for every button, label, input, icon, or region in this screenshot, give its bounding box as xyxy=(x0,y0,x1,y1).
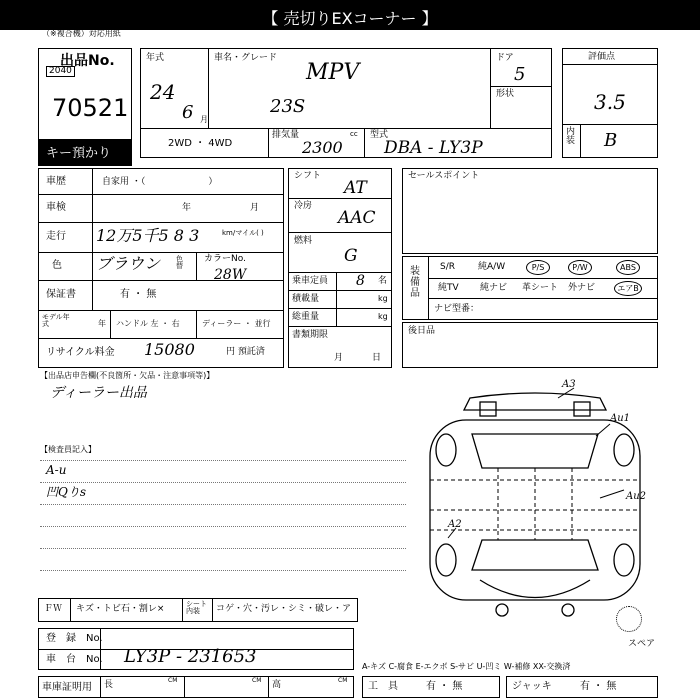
floor-label: ＦＷ xyxy=(44,604,63,614)
recycle-unit: 円 預託済 xyxy=(226,347,265,357)
equipment-label: 装備品 xyxy=(410,266,420,299)
shift-label: シフト xyxy=(294,171,322,181)
docs-label: 書類期限 xyxy=(292,330,329,340)
mark-a3: A3 xyxy=(562,379,576,390)
inspector-line1: A-u xyxy=(46,463,67,477)
tool-label: 工 具 xyxy=(368,681,398,692)
cert-cm1: CM xyxy=(168,677,178,684)
mark-au1: Au1 xyxy=(610,413,631,424)
shape-label: 形状 xyxy=(496,89,515,99)
month-value: 6 xyxy=(182,102,194,123)
model-year-unit: 年 xyxy=(98,319,106,328)
equip-navi: 純ナビ xyxy=(480,283,508,293)
notes-box xyxy=(402,322,658,368)
notes-label: 後日品 xyxy=(408,326,436,336)
load-unit: kg xyxy=(378,294,388,303)
lot-stamp: 2040 xyxy=(46,66,75,77)
score-label: 評価点 xyxy=(588,52,616,62)
spare-label: スペア xyxy=(628,639,656,649)
capacity-value: 8 xyxy=(356,273,365,289)
mileage-label: 走行 xyxy=(46,231,66,242)
capacity-label: 乗車定員 xyxy=(292,276,329,286)
floor-text2: コゲ・穴・汚レ・シミ・破レ・ア xyxy=(216,604,352,614)
mileage-value: 12万5千5 8 3 xyxy=(96,226,200,245)
floor-text: キズ・トビ石・割レ× xyxy=(76,604,165,614)
top-note: （※複合機）対応用紙 xyxy=(42,29,121,38)
garage-cert-label: 車庫証明用 xyxy=(42,682,92,693)
declaration-label: 【出品店申告欄(不良箇所・欠品・注意事項等)】 xyxy=(40,371,215,380)
damage-legend: A-キズ C-腐食 E-エクボ S-サビ U-凹ミ W-補修 XX-交換済 xyxy=(362,662,571,671)
capacity-unit: 名 xyxy=(378,276,388,286)
weight-label: 総重量 xyxy=(292,312,320,322)
handle-label: ハンドル 左 ・ 右 xyxy=(116,319,180,328)
cert-length: 長 xyxy=(104,680,114,690)
equip-sr: S/R xyxy=(440,262,455,272)
spare-circle xyxy=(616,606,642,632)
cert-cm3: CM xyxy=(338,677,348,684)
recycle-value: 15080 xyxy=(144,340,195,359)
navi-model-label: ナビ型番： xyxy=(434,304,480,314)
shaken-year: 年 xyxy=(182,203,192,213)
dealer-label: ディーラー ・ 並行 xyxy=(202,319,271,328)
disp-label: 排気量 xyxy=(272,130,300,140)
mark-au2: Au2 xyxy=(626,491,647,502)
car-name: MPV xyxy=(306,60,360,85)
color-value: ブラウン xyxy=(96,254,161,273)
mark-a2: A2 xyxy=(448,519,462,530)
declaration-text: ディーラー出品 xyxy=(50,385,147,401)
warranty-label: 保証書 xyxy=(46,289,76,300)
jack-label: ジャッキ xyxy=(512,681,552,692)
equip-leather: 革シート xyxy=(522,283,559,293)
equip-abs: ABS xyxy=(616,260,640,275)
shift-value: AT xyxy=(344,178,367,198)
year-label: 年式 xyxy=(146,53,165,63)
key-label: キー預かり xyxy=(46,146,112,161)
header-title: 【 売切りEXコーナー 】 xyxy=(262,9,438,28)
drive-label: 2WD ・ 4WD xyxy=(168,138,233,149)
load-label: 積載量 xyxy=(292,294,320,304)
color-no-label: カラーNo. xyxy=(204,254,246,264)
warranty-value: 有 ・ 無 xyxy=(120,289,157,300)
displacement: 2300 xyxy=(302,138,343,157)
equip-aw: 純A/W xyxy=(478,262,506,272)
chassis-label: 車 台 No. xyxy=(46,654,103,665)
interior-value: B xyxy=(604,130,618,151)
lot-number: 70521 xyxy=(52,94,129,122)
lot-label: 出品No. xyxy=(60,53,115,69)
model-code: DBA - LY3P xyxy=(384,138,483,158)
door-label: ドア xyxy=(496,53,514,63)
shaken-label: 車検 xyxy=(46,202,66,213)
score-value: 3.5 xyxy=(594,90,626,114)
shaken-month: 月 xyxy=(250,203,260,213)
cert-cm2: CM xyxy=(252,677,262,684)
car-grade: 23S xyxy=(270,96,306,117)
fuel-value: G xyxy=(344,246,358,266)
color-label: 色 xyxy=(52,260,62,271)
equip-pw: P/W xyxy=(568,260,592,275)
month-unit: 月 xyxy=(200,115,208,124)
registration-label: 登 録 No. xyxy=(46,633,103,644)
ac-value: AAC xyxy=(338,208,376,228)
model-year-label: モデル年式 xyxy=(42,313,70,328)
equip-ps: P/S xyxy=(526,260,550,275)
equip-tv: 純TV xyxy=(438,283,459,293)
equip-airbag: エアB xyxy=(614,281,642,296)
weight-unit: kg xyxy=(378,312,388,321)
sales-point-label: セールスポイント xyxy=(408,171,480,181)
history-label: 車歴 xyxy=(46,176,66,187)
tool-value: 有 ・ 無 xyxy=(426,681,463,692)
color-swap-label: 色替 xyxy=(176,255,183,270)
docs-month: 月 xyxy=(334,353,344,363)
door-value: 5 xyxy=(514,64,526,85)
interior-label: 内装 xyxy=(566,127,576,146)
inspector-line2: 凹Qりs xyxy=(46,485,86,499)
chassis-number: LY3P - 231653 xyxy=(124,646,257,667)
inspector-label: 【検査員記入】 xyxy=(40,445,96,454)
disp-unit: cc xyxy=(350,130,358,138)
year-value: 24 xyxy=(150,80,176,104)
docs-day: 日 xyxy=(372,353,382,363)
name-label: 車名・グレード xyxy=(214,53,278,63)
history-value: 自家用 ・（ ） xyxy=(102,177,218,187)
recycle-label: リサイクル料金 xyxy=(46,347,115,358)
mileage-unit: km/マイル( ) xyxy=(222,229,264,237)
cert-height: 高 xyxy=(272,680,282,690)
jack-value: 有 ・ 無 xyxy=(580,681,617,692)
ac-label: 冷房 xyxy=(294,201,313,211)
seat-label: シート内装 xyxy=(186,600,207,615)
equip-ext-navi: 外ナビ xyxy=(568,283,596,293)
color-no-value: 28W xyxy=(214,267,247,283)
fuel-label: 燃料 xyxy=(294,236,313,246)
type-label: 型式 xyxy=(370,130,389,140)
